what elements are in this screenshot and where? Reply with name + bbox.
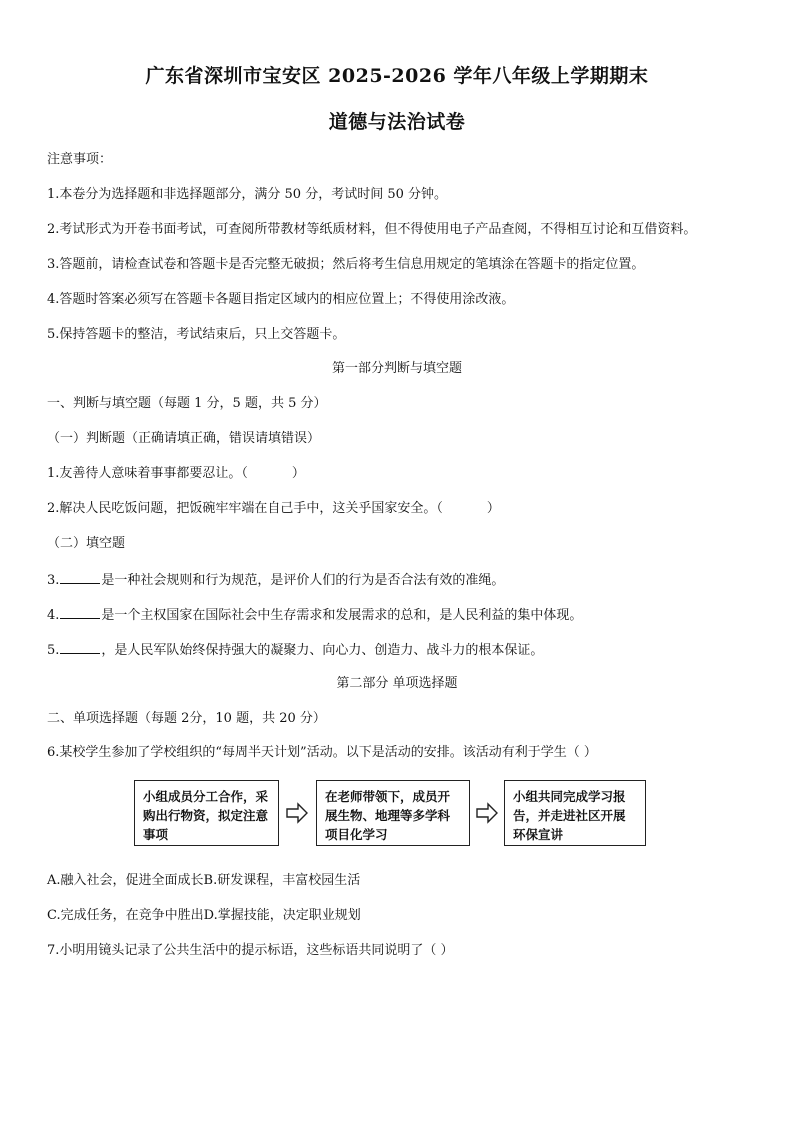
- flow-step-3: 小组共同完成学习报告，并走进社区开展环保宣讲: [504, 780, 646, 846]
- notice-item-3: 3.答题前，请检查试卷和答题卡是否完整无破损；然后将考生信息用规定的笔填涂在答题卡的指定位置。: [47, 257, 645, 272]
- notice-item-2: 2.考试形式为开卷书面考试，可查阅所带教材等纸质材料，但不得使用电子产品查阅，不得相互讨论和互借资料。: [47, 222, 697, 237]
- activity-flow-diagram: [134, 780, 646, 848]
- question-5: [47, 640, 543, 660]
- right-arrow-icon: [476, 802, 498, 824]
- question-2: [47, 500, 500, 518]
- question-3-number: 3.: [47, 573, 60, 588]
- flow-step-1: 小组成员分工合作，采购出行物资，拟定注意事项: [134, 780, 279, 846]
- answer-blank: [60, 640, 100, 654]
- notice-item-1: 1.本卷分为选择题和非选择题部分，满分 50 分，考试时间 50 分钟。: [47, 187, 448, 202]
- question-3: [47, 570, 504, 590]
- answer-blank: [60, 570, 100, 584]
- section2-heading: 二、单项选择题（每题 2分，10 题，共 20 分）: [47, 711, 326, 726]
- answer-blank: [60, 605, 100, 619]
- subsection-fill-in: （二）填空题: [47, 536, 126, 551]
- question-6-options-cd: C.完成任务，在竞争中胜出D.掌握技能，决定职业规划: [47, 908, 361, 923]
- question-4-text: 是一个主权国家在国际社会中生存需求和发展需求的总和，是人民利益的集中体现。: [101, 608, 583, 623]
- question-3-text: 是一种社会规则和行为规范，是评价人们的行为是否合法有效的准绳。: [101, 573, 505, 588]
- part2-title: 第二部分 单项选择题: [336, 676, 458, 691]
- notice-heading: 注意事项：: [47, 152, 113, 167]
- question-1-text: 1.友善待人意味着事事都要忍让。（: [47, 466, 248, 481]
- exam-subtitle: 道德与法治试卷: [328, 111, 466, 133]
- question-4: [47, 605, 582, 625]
- question-2-close: ）: [486, 501, 500, 516]
- flow-step-2: 在老师带领下，成员开展生物、地理等多学科项目化学习: [316, 780, 470, 846]
- question-5-number: 5.: [47, 643, 60, 658]
- question-1: [47, 465, 305, 483]
- part1-title: 第一部分判断与填空题: [331, 361, 462, 376]
- question-7: 7.小明用镜头记录了公共生活中的提示标语，这些标语共同说明了（ ）: [47, 943, 454, 958]
- question-5-text: ，是人民军队始终保持强大的凝聚力、向心力、创造力、战斗力的根本保证。: [101, 643, 544, 658]
- subsection-judgement: （一）判断题（正确请填正确，错误请填错误）: [47, 431, 321, 446]
- notice-item-5: 5.保持答题卡的整洁，考试结束后，只上交答题卡。: [47, 327, 346, 342]
- question-6-options-ab: A.融入社会，促进全面成长B.研发课程，丰富校园生活: [47, 873, 361, 888]
- notice-item-4: 4.答题时答案必须写在答题卡各题目指定区域内的相应位置上；不得使用涂改液。: [47, 292, 515, 307]
- question-2-text: 2.解决人民吃饭问题，把饭碗牢牢端在自己手中，这关乎国家安全。（: [47, 501, 443, 516]
- question-4-number: 4.: [47, 608, 60, 623]
- exam-title: 广东省深圳市宝安区 2025-2026 学年八年级上学期期末: [145, 65, 649, 87]
- question-1-close: ）: [291, 466, 305, 481]
- question-6: 6.某校学生参加了学校组织的“每周半天计划”活动。以下是活动的安排。该活动有利于学生（ ）: [47, 745, 597, 760]
- section1-heading: 一、判断与填空题（每题 1 分，5 题，共 5 分）: [47, 396, 327, 411]
- right-arrow-icon: [286, 802, 308, 824]
